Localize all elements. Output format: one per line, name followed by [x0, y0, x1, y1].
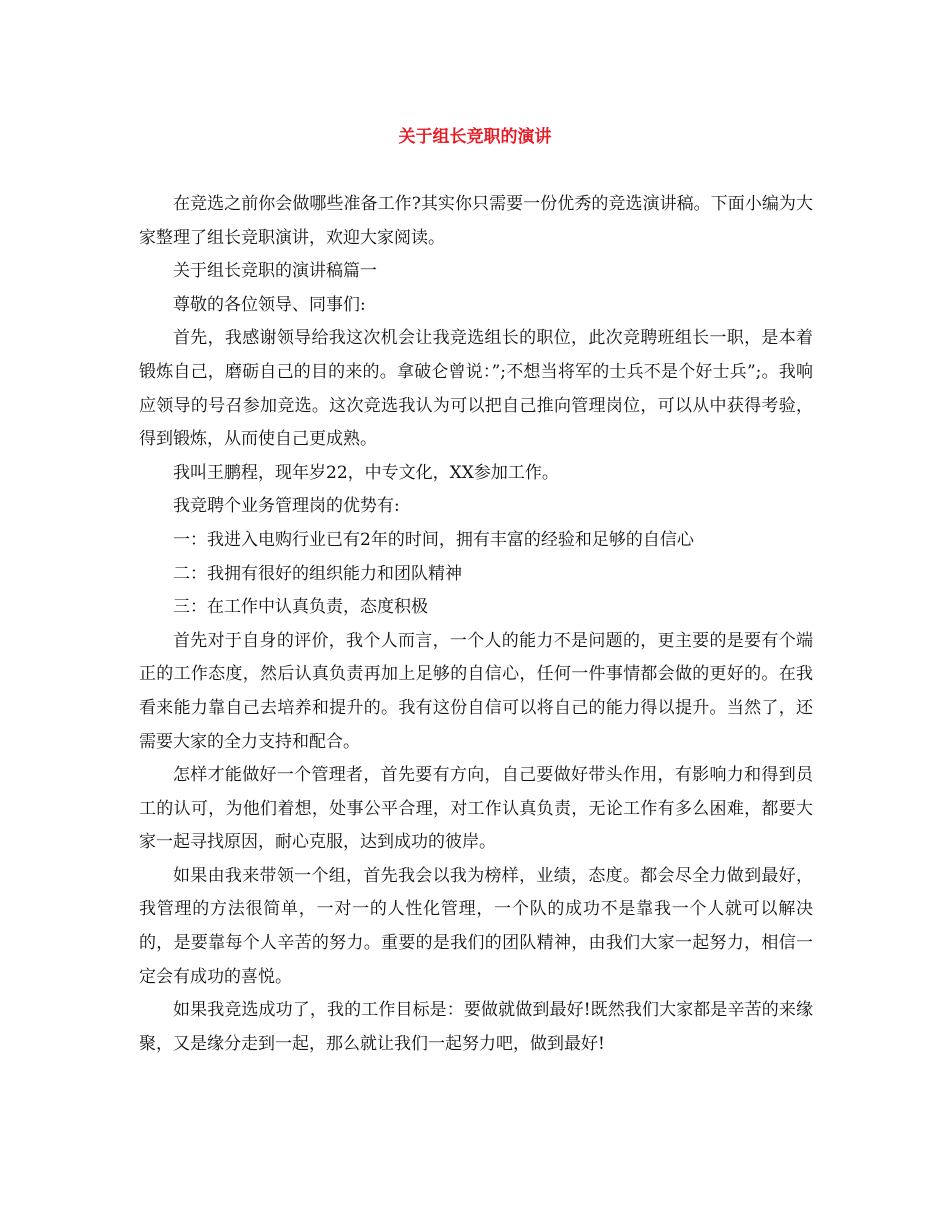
document-title: 关于组长竞职的演讲 — [398, 127, 552, 147]
paragraph: 如果我竞选成功了，我的工作目标是：要做就做到最好!既然我们大家都是辛苦的来缘聚，又是缘分走到一起，那么就让我们一起努力吧，做到最好! — [139, 1000, 813, 1054]
list-item: 二：我拥有很好的组织能力和团队精神 — [173, 563, 462, 584]
paragraph: 首先，我感谢领导给我这次机会让我竞选组长的职位，此次竞聘班组长一职，是本着锻炼自己，磨砺自己的目的来的。拿破仑曾说：”;不想当将军的士兵不是个好士兵”;。我响应领导的号召参加竞选。这次竞选我认为可以把自己推向管理岗位，可以从中获得考验，得到锻炼，从而使自己更成熟。 — [139, 328, 813, 450]
list-item: 三：在工作中认真负责，态度积极 — [173, 597, 428, 618]
paragraph: 我叫王鹏程，现年岁22，中专文化，XX参加工作。 — [173, 462, 559, 483]
paragraph: 首先对于自身的评价，我个人而言，一个人的能力不是问题的，更主要的是要有个端正的工作态度，然后认真负责再加上足够的自信心，任何一件事情都会做的更好的。在我看来能力靠自己去培养和提升的。我有这份自信可以将自己的能力得以提升。当然了，还需要大家的全力支持和配合。 — [139, 630, 813, 752]
paragraph: 怎样才能做好一个管理者，首先要有方向，自己要做好带头作用，有影响力和得到员工的认可，为他们着想，处事公平合理，对工作认真负责，无论工作有多么困难，都要大家一起寻找原因，耐心克服，达到成功的彼岸。 — [139, 765, 813, 853]
paragraph-heading: 关于组长竞职的演讲稿篇一 — [173, 261, 377, 282]
paragraph-intro: 在竞选之前你会做哪些准备工作?其实你只需要一份优秀的竞选演讲稿。下面小编为大家整理了组长竞职演讲，欢迎大家阅读。 — [139, 194, 813, 248]
paragraph-salutation: 尊敬的各位领导、同事们: — [173, 294, 366, 315]
document-body — [139, 188, 813, 1061]
list-item: 一：我进入电购行业已有2年的时间，拥有丰富的经验和足够的自信心 — [173, 529, 694, 550]
paragraph: 如果由我来带领一个组，首先我会以我为榜样，业绩，态度。都会尽全力做到最好，我管理的方法很简单，一对一的人性化管理，一个队的成功不是靠我一个人就可以解决的，是要靠每个人辛苦的努力。重要的是我们的团队精神，由我们大家一起努力，相信一定会有成功的喜悦。 — [139, 865, 813, 987]
paragraph: 我竞聘个业务管理岗的优势有: — [173, 496, 400, 517]
